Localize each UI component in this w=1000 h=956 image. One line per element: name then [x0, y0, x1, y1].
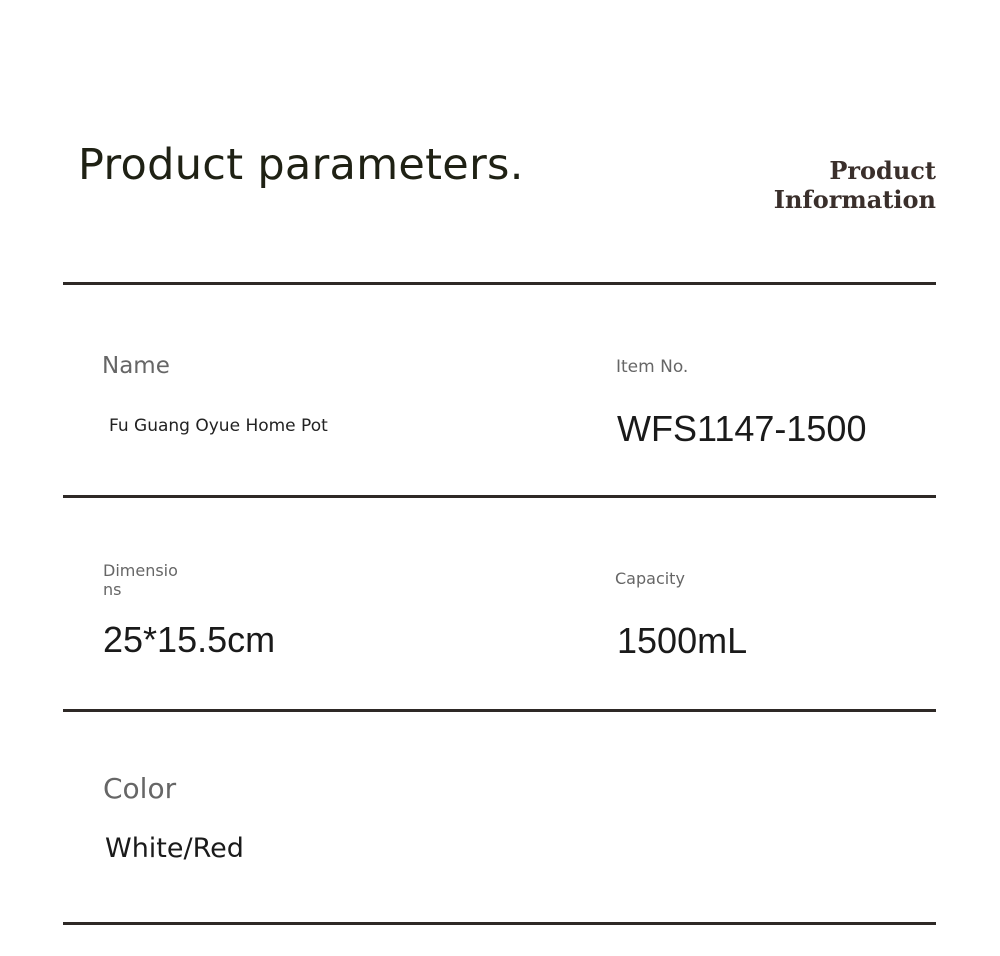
product-information-heading [716, 156, 936, 214]
capacity-value: 1500mL [617, 620, 748, 661]
divider-row-2 [63, 709, 936, 712]
divider-row-1 [63, 495, 936, 498]
side-heading-line-1: Product [829, 156, 936, 185]
name-value: Fu Guang Oyue Home Pot [109, 416, 328, 436]
divider-top [63, 282, 936, 285]
dimensions-label: Dimensions [103, 561, 178, 599]
dimensions-value: 25*15.5cm [103, 619, 276, 660]
page-title: Product parameters. [78, 140, 524, 190]
divider-bottom [63, 922, 936, 925]
side-heading-line-2: Information [773, 185, 936, 214]
item-no-value: WFS1147-1500 [617, 408, 867, 449]
item-no-label: Item No. [616, 357, 689, 377]
color-value: White/Red [105, 833, 244, 864]
color-label: Color [103, 772, 177, 805]
name-label: Name [102, 353, 170, 379]
capacity-label: Capacity [615, 569, 685, 588]
